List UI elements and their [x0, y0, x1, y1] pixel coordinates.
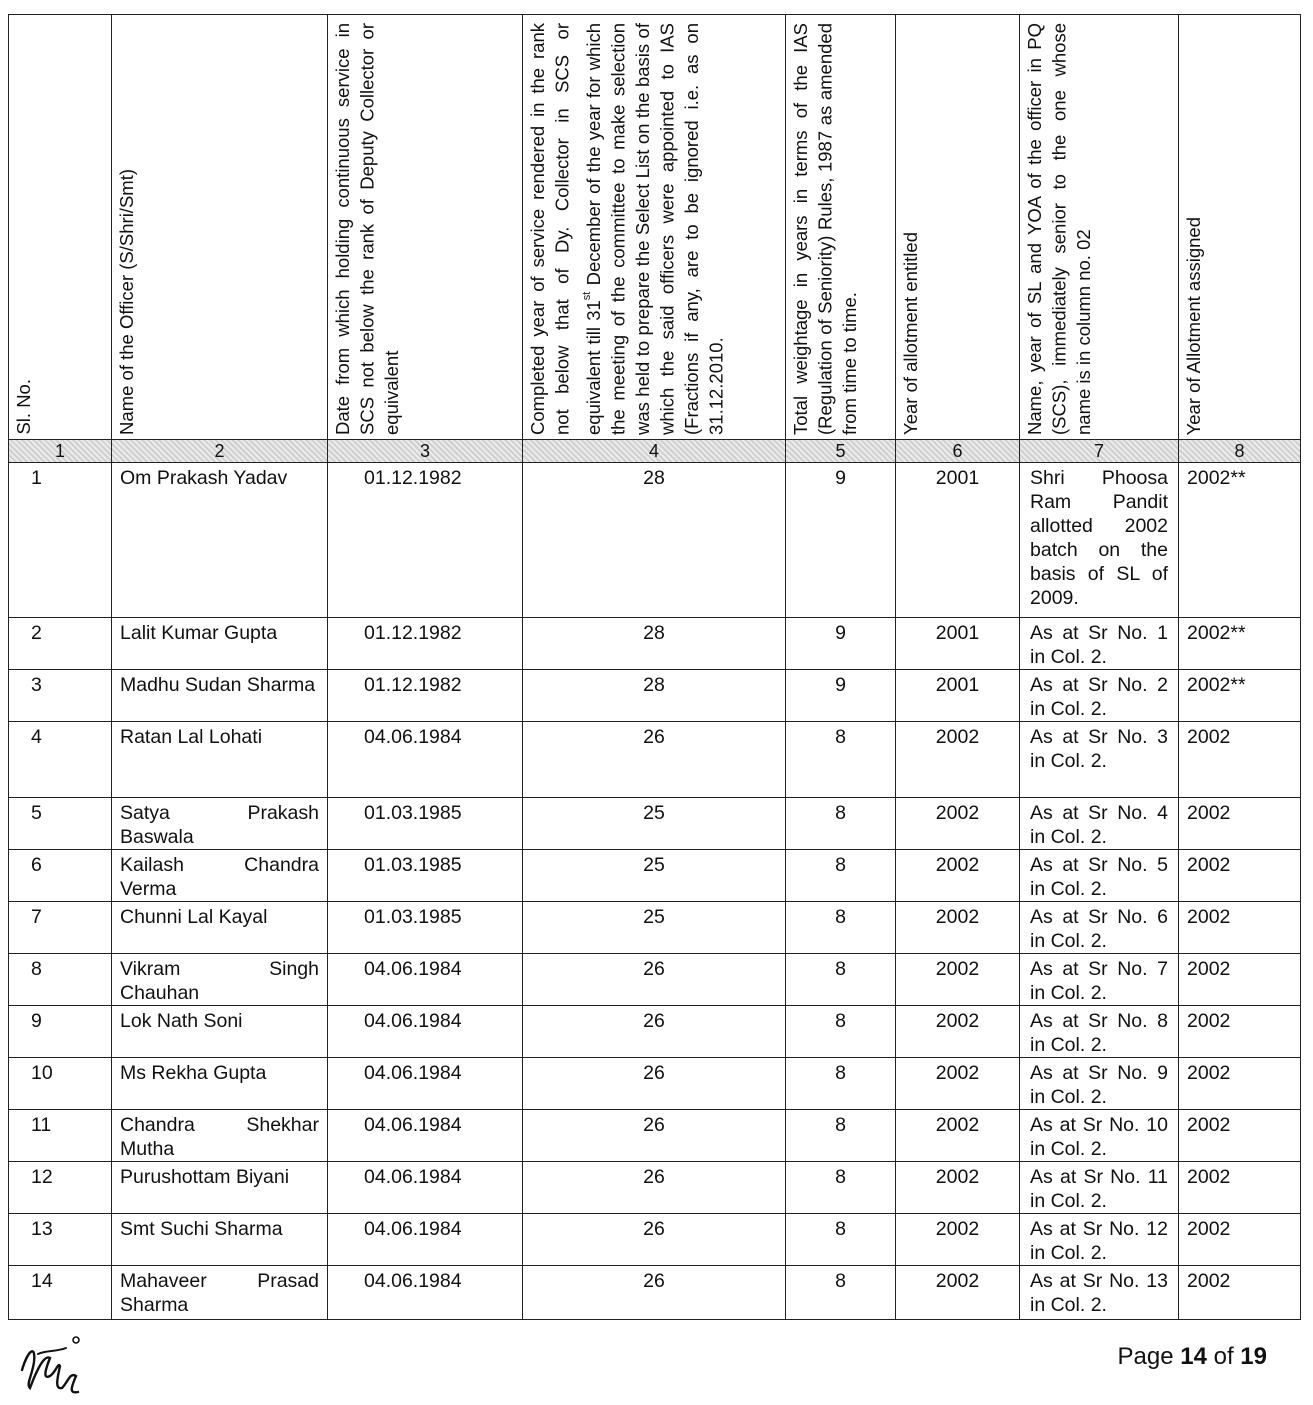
- cell-completed-years: 26: [523, 1266, 786, 1320]
- col-number: 1: [9, 440, 112, 463]
- cell-completed-years: 26: [523, 1058, 786, 1110]
- col-number: 3: [328, 440, 523, 463]
- cell-yoa-assigned: 2002: [1179, 850, 1301, 902]
- cell-weightage: 8: [786, 798, 896, 850]
- cell-weightage: 8: [786, 902, 896, 954]
- table-row: [9, 1006, 1301, 1058]
- cell-service-date: 01.03.1985: [328, 798, 523, 850]
- page-total: 19: [1240, 1343, 1267, 1370]
- table-row: [9, 463, 1301, 618]
- cell-sl-no: 10: [9, 1058, 112, 1110]
- cell-weightage: 8: [786, 1110, 896, 1162]
- cell-yoa-entitled: 2002: [896, 798, 1020, 850]
- header-officer-name: Name of the Officer (S/Shri/Smt): [112, 15, 328, 440]
- cell-yoa-assigned: 2002**: [1179, 463, 1301, 618]
- cell-officer-name: Chandra Shekhar Mutha: [112, 1110, 328, 1162]
- cell-yoa-entitled: 2002: [896, 1214, 1020, 1266]
- cell-yoa-assigned: 2002: [1179, 1162, 1301, 1214]
- cell-weightage: 8: [786, 1006, 896, 1058]
- cell-yoa-assigned: 2002: [1179, 1058, 1301, 1110]
- cell-senior-officer: As at Sr No. 1 in Col. 2.: [1020, 618, 1179, 670]
- cell-senior-officer: As at Sr No. 11 in Col. 2.: [1020, 1162, 1179, 1214]
- cell-yoa-assigned: 2002: [1179, 1266, 1301, 1320]
- header-senior-officer: Name, year of SL and YOA of the officer in PQ (SCS), immediately senior to the one whose name is in column no. 02: [1020, 15, 1179, 440]
- cell-completed-years: 26: [523, 1006, 786, 1058]
- cell-weightage: 8: [786, 1266, 896, 1320]
- cell-yoa-entitled: 2002: [896, 1058, 1020, 1110]
- cell-completed-years: 25: [523, 850, 786, 902]
- cell-completed-years: 26: [523, 722, 786, 798]
- cell-sl-no: 1: [9, 463, 112, 618]
- cell-officer-name: Lok Nath Soni: [112, 1006, 328, 1058]
- table-row: [9, 670, 1301, 722]
- cell-service-date: 04.06.1984: [328, 1058, 523, 1110]
- cell-officer-name: Kailash Chandra Verma: [112, 850, 328, 902]
- cell-service-date: 01.12.1982: [328, 463, 523, 618]
- cell-weightage: 8: [786, 1058, 896, 1110]
- cell-yoa-assigned: 2002: [1179, 902, 1301, 954]
- cell-service-date: 04.06.1984: [328, 1110, 523, 1162]
- cell-completed-years: 25: [523, 902, 786, 954]
- table-row: [9, 850, 1301, 902]
- cell-yoa-entitled: 2002: [896, 850, 1020, 902]
- cell-sl-no: 9: [9, 1006, 112, 1058]
- cell-completed-years: 28: [523, 670, 786, 722]
- cell-officer-name: Smt Suchi Sharma: [112, 1214, 328, 1266]
- cell-senior-officer: As at Sr No. 5 in Col. 2.: [1020, 850, 1179, 902]
- cell-senior-officer: As at Sr No. 10 in Col. 2.: [1020, 1110, 1179, 1162]
- cell-senior-officer: As at Sr No. 3 in Col. 2.: [1020, 722, 1179, 798]
- cell-sl-no: 3: [9, 670, 112, 722]
- signature-icon: [16, 1332, 88, 1402]
- cell-yoa-entitled: 2002: [896, 1162, 1020, 1214]
- cell-service-date: 04.06.1984: [328, 1266, 523, 1320]
- cell-service-date: 01.12.1982: [328, 670, 523, 722]
- table-row: [9, 1214, 1301, 1266]
- cell-weightage: 9: [786, 463, 896, 618]
- table-row: [9, 618, 1301, 670]
- cell-yoa-entitled: 2002: [896, 902, 1020, 954]
- cell-sl-no: 4: [9, 722, 112, 798]
- table-row: [9, 1266, 1301, 1320]
- cell-officer-name: Madhu Sudan Sharma: [112, 670, 328, 722]
- page-of: of: [1213, 1343, 1234, 1370]
- page-current: 14: [1180, 1343, 1207, 1370]
- cell-service-date: 04.06.1984: [328, 954, 523, 1006]
- header-completed-years-text: Completed year of service rendered in the rank not below that of Dy. Collector in SCS or equivalent till 31st December of the year for which the meeting of the committee to make selection was held to prepare the Select List on the basis of which the said officers were appointed to IAS (Fractions if any, are to be ignored i.e. as on 31.12.2010.: [527, 23, 727, 435]
- cell-senior-officer: As at Sr No. 4 in Col. 2.: [1020, 798, 1179, 850]
- cell-weightage: 8: [786, 1162, 896, 1214]
- cell-service-date: 01.12.1982: [328, 618, 523, 670]
- cell-yoa-entitled: 2001: [896, 463, 1020, 618]
- cell-yoa-assigned: 2002**: [1179, 618, 1301, 670]
- cell-service-date: 01.03.1985: [328, 902, 523, 954]
- table-row: [9, 1110, 1301, 1162]
- cell-yoa-assigned: 2002: [1179, 1110, 1301, 1162]
- cell-sl-no: 7: [9, 902, 112, 954]
- cell-senior-officer: As at Sr No. 8 in Col. 2.: [1020, 1006, 1179, 1058]
- cell-completed-years: 28: [523, 463, 786, 618]
- header-yoa-entitled: Year of allotment entitled: [896, 15, 1020, 440]
- cell-sl-no: 6: [9, 850, 112, 902]
- header-service-date: Date from which holding continuous service in SCS not below the rank of Deputy Collector or equivalent: [328, 15, 523, 440]
- cell-weightage: 8: [786, 954, 896, 1006]
- col-number: 4: [523, 440, 786, 463]
- cell-officer-name: Chunni Lal Kayal: [112, 902, 328, 954]
- cell-weightage: 8: [786, 850, 896, 902]
- seniority-table: [8, 14, 1301, 1320]
- cell-yoa-assigned: 2002: [1179, 1214, 1301, 1266]
- cell-yoa-assigned: 2002: [1179, 1006, 1301, 1058]
- cell-officer-name: Purushottam Biyani: [112, 1162, 328, 1214]
- cell-senior-officer: Shri Phoosa Ram Pandit allotted 2002 batch on the basis of SL of 2009.: [1020, 463, 1179, 618]
- col-number: 2: [112, 440, 328, 463]
- table-row: [9, 954, 1301, 1006]
- cell-officer-name: Lalit Kumar Gupta: [112, 618, 328, 670]
- cell-weightage: 9: [786, 670, 896, 722]
- table-row: [9, 902, 1301, 954]
- header-completed-years: [523, 15, 786, 440]
- cell-sl-no: 11: [9, 1110, 112, 1162]
- header-weightage: Total weightage in years in terms of the IAS (Regulation of Seniority) Rules, 1987 as amended from time to time.: [786, 15, 896, 440]
- cell-service-date: 04.06.1984: [328, 1162, 523, 1214]
- col-number: 7: [1020, 440, 1179, 463]
- cell-service-date: 04.06.1984: [328, 1006, 523, 1058]
- cell-senior-officer: As at Sr No. 12 in Col. 2.: [1020, 1214, 1179, 1266]
- cell-yoa-assigned: 2002: [1179, 722, 1301, 798]
- cell-sl-no: 14: [9, 1266, 112, 1320]
- page-prefix: Page: [1117, 1343, 1174, 1370]
- col-number: 6: [896, 440, 1020, 463]
- cell-service-date: 04.06.1984: [328, 1214, 523, 1266]
- cell-completed-years: 26: [523, 1162, 786, 1214]
- header-sl-no: Sl. No.: [9, 15, 112, 440]
- cell-yoa-assigned: 2002: [1179, 798, 1301, 850]
- cell-yoa-entitled: 2001: [896, 670, 1020, 722]
- cell-officer-name: Vikram Singh Chauhan: [112, 954, 328, 1006]
- cell-weightage: 9: [786, 618, 896, 670]
- cell-yoa-assigned: 2002**: [1179, 670, 1301, 722]
- cell-senior-officer: As at Sr No. 7 in Col. 2.: [1020, 954, 1179, 1006]
- header-row: [9, 15, 1301, 440]
- cell-weightage: 8: [786, 1214, 896, 1266]
- column-number-row: [9, 440, 1301, 463]
- cell-yoa-entitled: 2002: [896, 1266, 1020, 1320]
- col-number: 5: [786, 440, 896, 463]
- cell-sl-no: 12: [9, 1162, 112, 1214]
- table-row: [9, 722, 1301, 798]
- cell-officer-name: Ms Rekha Gupta: [112, 1058, 328, 1110]
- cell-service-date: 01.03.1985: [328, 850, 523, 902]
- header-yoa-assigned: Year of Allotment assigned: [1179, 15, 1301, 440]
- cell-officer-name: Satya Prakash Baswala: [112, 798, 328, 850]
- table-row: [9, 1162, 1301, 1214]
- cell-sl-no: 2: [9, 618, 112, 670]
- page-number: [1118, 1343, 1268, 1371]
- cell-weightage: 8: [786, 722, 896, 798]
- table-row: [9, 1058, 1301, 1110]
- cell-sl-no: 13: [9, 1214, 112, 1266]
- cell-officer-name: Om Prakash Yadav: [112, 463, 328, 618]
- table-row: [9, 798, 1301, 850]
- cell-officer-name: Ratan Lal Lohati: [112, 722, 328, 798]
- cell-senior-officer: As at Sr No. 13 in Col. 2.: [1020, 1266, 1179, 1320]
- cell-senior-officer: As at Sr No. 2 in Col. 2.: [1020, 670, 1179, 722]
- cell-completed-years: 26: [523, 1110, 786, 1162]
- col-number: 8: [1179, 440, 1301, 463]
- cell-completed-years: 28: [523, 618, 786, 670]
- cell-yoa-entitled: 2002: [896, 1110, 1020, 1162]
- cell-completed-years: 26: [523, 1214, 786, 1266]
- cell-senior-officer: As at Sr No. 9 in Col. 2.: [1020, 1058, 1179, 1110]
- cell-completed-years: 25: [523, 798, 786, 850]
- cell-sl-no: 8: [9, 954, 112, 1006]
- cell-yoa-assigned: 2002: [1179, 954, 1301, 1006]
- cell-senior-officer: As at Sr No. 6 in Col. 2.: [1020, 902, 1179, 954]
- cell-yoa-entitled: 2002: [896, 1006, 1020, 1058]
- cell-sl-no: 5: [9, 798, 112, 850]
- cell-yoa-entitled: 2002: [896, 722, 1020, 798]
- cell-completed-years: 26: [523, 954, 786, 1006]
- cell-yoa-entitled: 2002: [896, 954, 1020, 1006]
- cell-service-date: 04.06.1984: [328, 722, 523, 798]
- cell-officer-name: Mahaveer Prasad Sharma: [112, 1266, 328, 1320]
- cell-yoa-entitled: 2001: [896, 618, 1020, 670]
